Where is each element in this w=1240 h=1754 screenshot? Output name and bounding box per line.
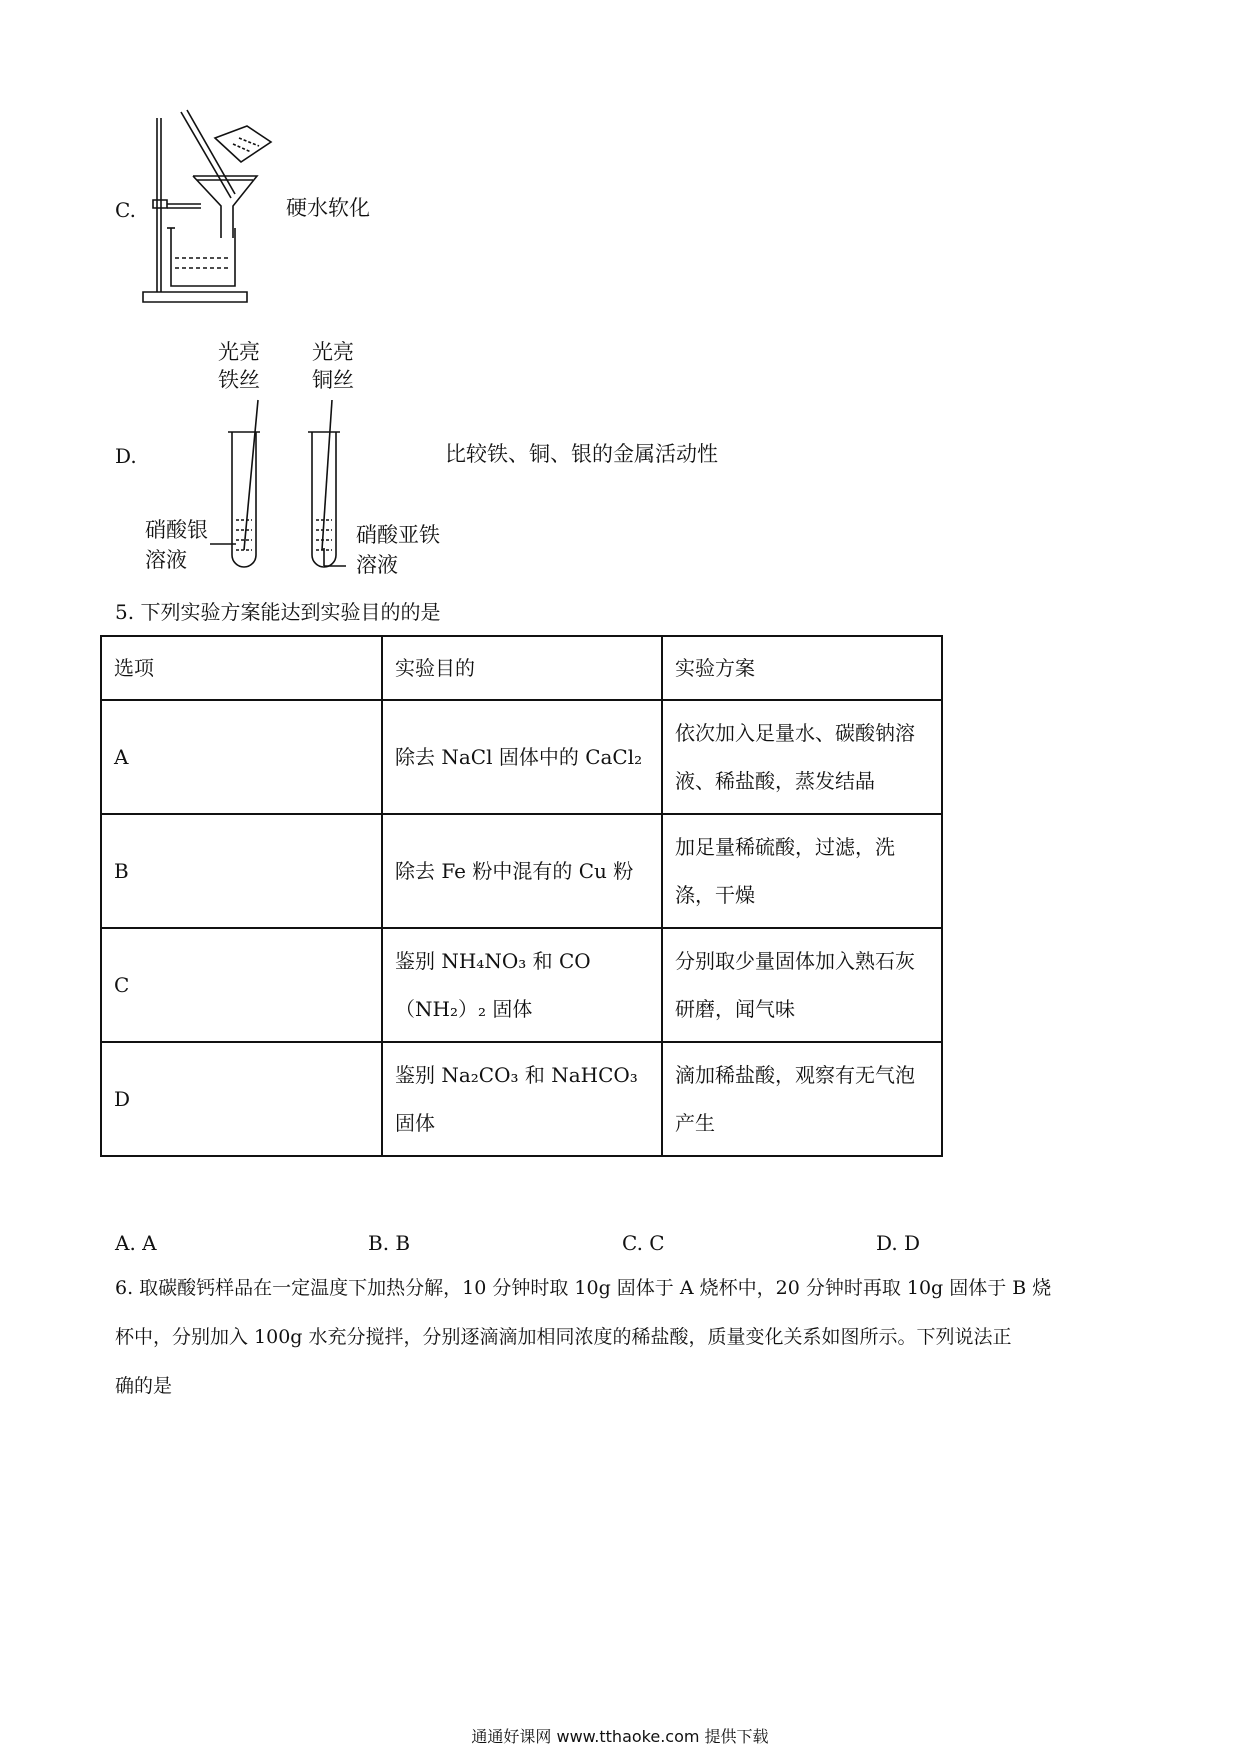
choice-d: D. D xyxy=(876,1231,921,1255)
tube2-solution-label-line2: 溶液 xyxy=(356,553,398,577)
question6-line3: 确的是 xyxy=(115,1375,173,1397)
header-goal: 实验目的 xyxy=(382,636,662,700)
tube1-wire-label-line1: 光亮 xyxy=(218,340,260,364)
choice-c: C. C xyxy=(622,1231,665,1255)
table-row xyxy=(101,928,942,1042)
row-option: B xyxy=(101,814,382,928)
page-footer: 通通好课网 www.tthaoke.com 提供下载 xyxy=(471,1727,769,1746)
option-c-caption: 硬水软化 xyxy=(286,196,370,220)
option-d-letter: D. xyxy=(115,444,137,468)
option-d-caption: 比较铁、铜、银的金属活动性 xyxy=(445,442,718,466)
question5-stem: 5. 下列实验方案能达到实验目的的是 xyxy=(115,600,441,624)
row-option: C xyxy=(101,928,382,1042)
row-goal: 鉴别 Na₂CO₃ 和 NaHCO₃ 固体 xyxy=(382,1042,662,1156)
question6-line2: 杯中，分别加入 100g 水充分搅拌，分别逐滴滴加相同浓度的稀盐酸，质量变化关系如图所示。下列说法正 xyxy=(115,1326,1012,1348)
option-c-letter: C. xyxy=(115,198,136,222)
tube2-wire-label-line2: 铜丝 xyxy=(312,368,354,392)
row-option: A xyxy=(101,700,382,814)
tube1-wire-label-line2: 铁丝 xyxy=(218,368,260,392)
row-plan: 加足量稀硫酸，过滤，洗涤，干燥 xyxy=(662,814,942,928)
choice-b: B. B xyxy=(368,1231,411,1255)
choice-a: A. A xyxy=(115,1231,157,1255)
tube1-solution-label-line2: 溶液 xyxy=(145,548,187,572)
question5-table xyxy=(100,635,943,1157)
tube2-wire-label-line1: 光亮 xyxy=(312,340,354,364)
question6-line1: 6. 取碳酸钙样品在一定温度下加热分解，10 分钟时取 10g 固体于 A 烧杯中，20 分钟时再取 10g 固体于 B 烧 xyxy=(115,1277,1052,1299)
table-header-row xyxy=(101,636,942,700)
table-row xyxy=(101,700,942,814)
header-option: 选项 xyxy=(101,636,382,700)
row-goal: 除去 Fe 粉中混有的 Cu 粉 xyxy=(382,814,662,928)
row-plan: 依次加入足量水、碳酸钠溶液、稀盐酸，蒸发结晶 xyxy=(662,700,942,814)
row-goal: 除去 NaCl 固体中的 CaCl₂ xyxy=(382,700,662,814)
table-row xyxy=(101,814,942,928)
filtration-apparatus-figure xyxy=(135,108,295,308)
table-row xyxy=(101,1042,942,1156)
row-option: D xyxy=(101,1042,382,1156)
tube2-solution-label-line1: 硝酸亚铁 xyxy=(356,523,440,547)
test-tubes-figure xyxy=(200,400,360,580)
header-plan: 实验方案 xyxy=(662,636,942,700)
row-goal: 鉴别 NH₄NO₃ 和 CO（NH₂）₂ 固体 xyxy=(382,928,662,1042)
row-plan: 滴加稀盐酸，观察有无气泡产生 xyxy=(662,1042,942,1156)
row-plan: 分别取少量固体加入熟石灰研磨，闻气味 xyxy=(662,928,942,1042)
tube1-solution-label-line1: 硝酸银 xyxy=(145,518,208,542)
